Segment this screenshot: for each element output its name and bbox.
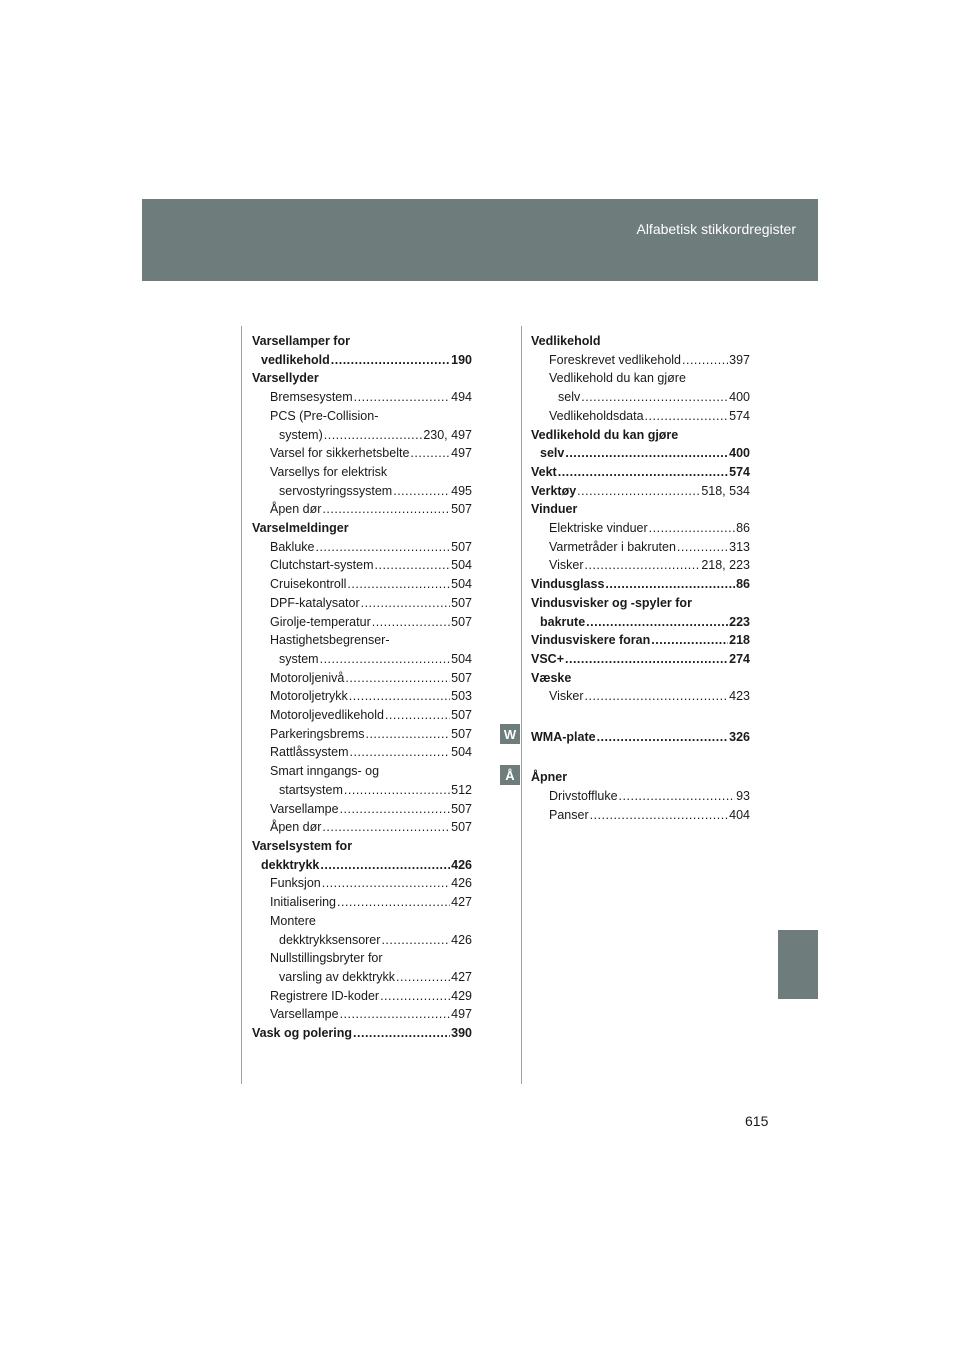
index-subentry: [252, 444, 472, 463]
index-column-left: [252, 332, 472, 1043]
section-letter-aa: Å: [500, 765, 520, 785]
entry-text: Smart inngangs- og: [270, 764, 380, 779]
entry-text: bakrute: [540, 614, 586, 629]
index-subentry: [252, 893, 472, 912]
index-subentry: [252, 594, 472, 613]
index-subentry: [252, 818, 472, 837]
index-entry: [252, 1024, 472, 1043]
page-ref: 504: [451, 577, 472, 592]
index-subentry: [531, 687, 750, 706]
entry-text: Vedlikeholdsdata: [549, 408, 644, 423]
entry-text: Vindusglass: [531, 577, 605, 592]
entry-text: VSC+: [531, 651, 565, 666]
index-entry: [252, 369, 472, 388]
index-subentry: [252, 463, 472, 500]
entry-text: Drivstoffluke: [549, 788, 618, 803]
page-ref: 507: [451, 614, 472, 629]
page-ref: 218: [729, 633, 750, 648]
page-ref: 426: [451, 932, 472, 947]
entry-text: Varmetråder i bakruten: [549, 539, 676, 554]
page-ref: 429: [451, 988, 472, 1003]
index-subentry: [252, 575, 472, 594]
entry-text: Vedlikehold du kan gjøre: [549, 371, 686, 386]
entry-text: Registrere ID-koder: [270, 988, 380, 1003]
entry-text: Verktøy: [531, 483, 577, 498]
entry-text: Vask og polering: [252, 1026, 353, 1041]
entry-text: Rattlåssystem: [270, 745, 349, 760]
section-letter-w: W: [500, 724, 520, 744]
index-entry: [531, 669, 750, 688]
entry-text: Foreskrevet vedlikehold: [549, 352, 682, 367]
entry-text: Vindusviskere foran: [531, 633, 651, 648]
entry-text: PCS (Pre-Collision-: [270, 408, 379, 423]
page-ref: 86: [736, 521, 750, 536]
page-ref: 93: [736, 788, 750, 803]
entry-text: Væske: [531, 670, 572, 685]
index-entry: [252, 332, 472, 369]
entry-text: Montere: [270, 913, 316, 928]
entry-text: Varsellyder: [252, 371, 319, 386]
index-entry: [531, 650, 750, 669]
entry-text: Vedlikehold du kan gjøre: [531, 427, 679, 442]
entry-text: Åpen dør: [270, 820, 322, 835]
index-entry: [531, 631, 750, 650]
page-ref: 400: [729, 446, 750, 461]
header-band: [142, 199, 818, 281]
index-entry: [531, 768, 750, 787]
entry-text: Vindusvisker og -spyler for: [531, 595, 692, 610]
index-subentry: [252, 669, 472, 688]
index-entry: [531, 728, 750, 747]
entry-text: Bakluke: [270, 539, 315, 554]
entry-text: Motoroljenivå: [270, 670, 345, 685]
page-ref: 190: [451, 352, 472, 367]
entry-text: DPF-katalysator: [270, 595, 360, 610]
page-ref: 507: [451, 801, 472, 816]
index-entry: [252, 837, 472, 874]
page-ref: 397: [729, 352, 750, 367]
entry-text: Varsellys for elektrisk: [270, 464, 388, 479]
index-subentry: [252, 538, 472, 557]
page-ref: 512: [451, 782, 472, 797]
index-entry: [252, 519, 472, 538]
index-subentry: [252, 874, 472, 893]
page-ref: 574: [729, 464, 750, 479]
index-subentry: [252, 407, 472, 444]
page-ref: 574: [729, 408, 750, 423]
index-entry: [531, 594, 750, 631]
entry-text: system: [279, 651, 319, 666]
page-ref: 503: [451, 689, 472, 704]
entry-text: Varsel for sikkerhetsbelte: [270, 446, 410, 461]
entry-text: Vinduer: [531, 502, 578, 517]
entry-text: Vedlikehold: [531, 334, 601, 348]
entry-text: Visker: [549, 689, 584, 704]
entry-text: varsling av dekktrykk: [279, 969, 396, 984]
index-subentry: [252, 687, 472, 706]
index-subentry: [252, 725, 472, 744]
entry-text: Varselmeldinger: [252, 521, 349, 536]
index-subentry: [531, 806, 750, 825]
header-title: Alfabetisk stikkordregister: [636, 221, 796, 237]
page-ref: 390: [451, 1026, 472, 1041]
page-ref: 497: [451, 446, 472, 461]
page-ref: 427: [451, 895, 472, 910]
entry-text: Varsellampe: [270, 1007, 339, 1022]
index-subentry: [252, 500, 472, 519]
page-ref: 427: [451, 969, 472, 984]
middle-column-rule: [521, 326, 522, 1084]
left-column-rule: [241, 326, 242, 1084]
index-subentry: [252, 613, 472, 632]
entry-text: Cruisekontroll: [270, 577, 347, 592]
entry-text: Motoroljevedlikehold: [270, 708, 384, 723]
page-ref: 404: [729, 807, 750, 822]
page-ref: 313: [729, 539, 750, 554]
page-ref: 86: [736, 577, 750, 592]
page-ref: 507: [451, 502, 472, 517]
entry-text: Initialisering: [270, 895, 337, 910]
page-ref: 507: [451, 595, 472, 610]
page-ref: 495: [451, 483, 472, 498]
entry-text: Åpner: [531, 770, 568, 785]
page-ref: 400: [729, 390, 750, 405]
page-ref: 518, 534: [701, 483, 750, 498]
entry-text: Varsellamper for: [252, 334, 350, 348]
entry-text: Varsellampe: [270, 801, 339, 816]
index-column-right: [531, 332, 750, 824]
entry-text: Funksjon: [270, 876, 321, 891]
entry-text: selv: [558, 390, 581, 405]
index-subentry: [252, 631, 472, 668]
entry-text: Elektriske vinduer: [549, 521, 648, 536]
entry-text: vedlikehold: [261, 352, 330, 367]
page-ref: 507: [451, 670, 472, 685]
entry-text: Clutchstart-system: [270, 558, 374, 573]
entry-text: Girolje-temperatur: [270, 614, 371, 629]
index-subentry: [252, 987, 472, 1006]
page-ref: 504: [451, 651, 472, 666]
entry-text: Hastighetsbegrenser-: [270, 633, 390, 648]
index-entry: [531, 332, 750, 351]
entry-text: selv: [540, 446, 565, 461]
page-ref: 274: [729, 651, 750, 666]
entry-text: dekktrykksensorer: [279, 932, 381, 947]
entry-text: Åpen dør: [270, 502, 322, 517]
entry-text: system): [279, 427, 323, 442]
entry-text: Panser: [549, 807, 589, 822]
page-ref: 223: [729, 614, 750, 629]
page-ref: 218, 223: [701, 558, 750, 573]
index-subentry: [531, 556, 750, 575]
page-ref: 507: [451, 726, 472, 741]
page-ref: 497: [451, 1007, 472, 1022]
entry-text: startsystem: [279, 782, 343, 797]
index-subentry: [252, 762, 472, 799]
side-thumb-tab: [778, 930, 818, 999]
entry-text: Motoroljetrykk: [270, 689, 348, 704]
index-entry: [531, 500, 750, 519]
page-number: 615: [745, 1113, 769, 1129]
index-subentry: [531, 407, 750, 426]
page-ref: 426: [451, 876, 472, 891]
entry-text: Varselsystem for: [252, 838, 353, 853]
page-ref: 423: [729, 689, 750, 704]
entry-text: Vekt: [531, 464, 557, 479]
page-ref: 230, 497: [423, 427, 472, 442]
index-subentry: [531, 787, 750, 806]
index-subentry: [252, 912, 472, 949]
index-subentry: [252, 949, 472, 986]
entry-text: dekktrykk: [261, 857, 320, 872]
page-ref: 507: [451, 708, 472, 723]
index-entry: [531, 426, 750, 463]
index-subentry: [252, 1005, 472, 1024]
index-subentry: [531, 351, 750, 370]
index-entry: [531, 463, 750, 482]
index-subentry: [531, 369, 750, 406]
page-ref: 507: [451, 539, 472, 554]
entry-text: Nullstillingsbryter for: [270, 951, 383, 966]
page-ref: 426: [451, 857, 472, 872]
index-entry: [531, 482, 750, 501]
entry-text: servostyringssystem: [279, 483, 393, 498]
entry-text: Parkeringsbrems: [270, 726, 365, 741]
index-subentry: [252, 743, 472, 762]
index-subentry: [252, 556, 472, 575]
index-subentry: [531, 519, 750, 538]
page-ref: 326: [729, 729, 750, 744]
page-ref: 507: [451, 820, 472, 835]
page-ref: 494: [451, 390, 472, 405]
entry-text: Visker: [549, 558, 584, 573]
entry-text: Bremsesystem: [270, 390, 353, 405]
index-entry: [531, 575, 750, 594]
index-subentry: [252, 388, 472, 407]
index-subentry: [252, 800, 472, 819]
entry-text: WMA-plate: [531, 729, 596, 744]
index-subentry: [531, 538, 750, 557]
page-ref: 504: [451, 745, 472, 760]
index-subentry: [252, 706, 472, 725]
page-ref: 504: [451, 558, 472, 573]
